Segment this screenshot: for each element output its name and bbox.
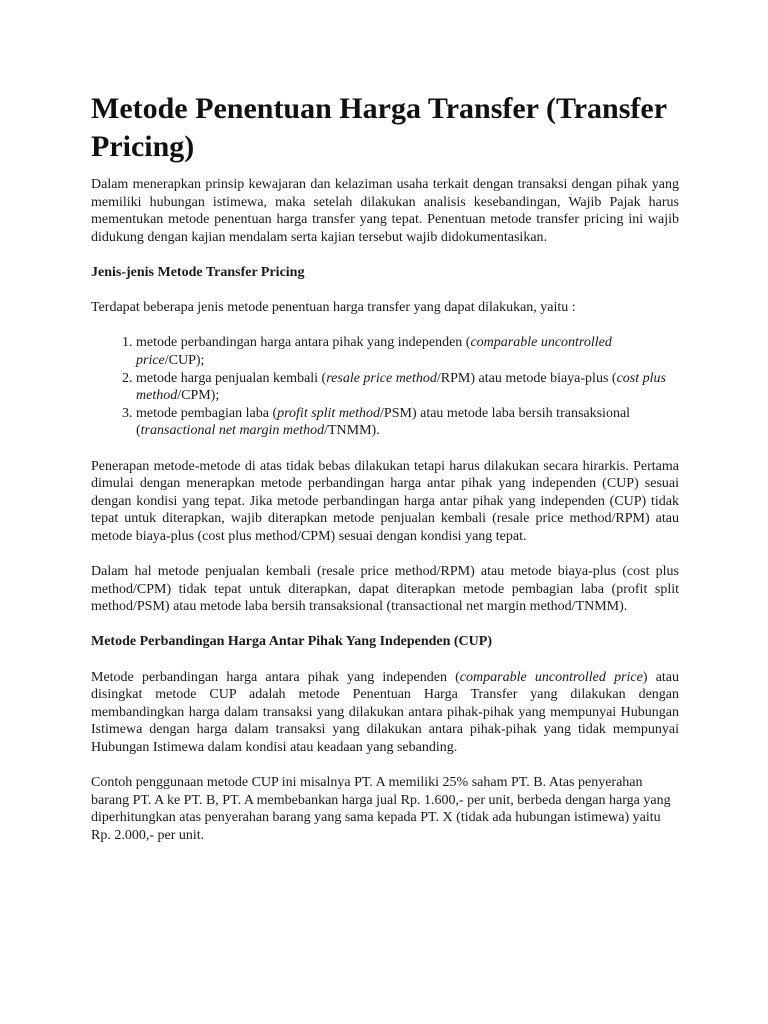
methods-list (91, 334, 679, 440)
list-item-text: /TNMM). (324, 423, 380, 439)
paragraph-text: Metode perbandingan harga antara pihak yang independen ( (91, 669, 460, 685)
list-item-text: metode harga penjualan kembali ( (136, 370, 327, 386)
list-item-term: transactional net margin method (140, 423, 325, 439)
paragraph-text: ) atau disingkat metode CUP adalah metode Penentuan Harga Transfer yang dilakukan dengan membandingkan harga dalam transaksi yang dilakukan antara pihak-pihak yang mempunyai Hubungan Istimewa dengan harga dalam transaksi yang dilakukan antara pihak-pihak yang tidak mempunyai Hubungan Istimewa dalam kondisi atau keadaan yang sebanding. (91, 669, 680, 755)
list-item-term: profit split method (277, 405, 381, 421)
fallback-paragraph: Dalam hal metode penjualan kembali (resale price method/RPM) atau metode biaya-plus (cost plus method/CPM) tidak tepat untuk diterapkan, dapat diterapkan metode pembagian laba (profit split method/PSM) atau metode laba bersih transaksional (transactional net margin method/TNMM). (91, 564, 679, 615)
intro-paragraph: Dalam menerapkan prinsip kewajaran dan kelaziman usaha terkait dengan transaksi dengan pihak yang memiliki hubungan istimewa, maka setelah dilakukan analisis kesebandingan, Wajib Pajak harus mementukan metode penentuan harga transfer yang tepat. Penentuan metode transfer pricing ini wajib didukung dengan kajian mendalam serta kajian tersebut wajib didokumentasikan. (91, 177, 679, 245)
section-heading-methods: Jenis-jenis Metode Transfer Pricing (91, 264, 305, 280)
paragraph-term: comparable uncontrolled price (459, 669, 643, 685)
hierarchy-paragraph: Penerapan metode-metode di atas tidak bebas dilakukan tetapi harus dilakukan secara hirarkis. Pertama dimulai dengan menerapkan metode perbandingan harga antar pihak yang independen (CUP) sesuai dengan kondisi yang tepat. Jika metode perbandingan harga antar pihak yang independen (CUP) tidak tepat untuk diterapkan, wajib diterapkan metode penjualan kembali (resale price method/RPM) atau metode biaya-plus (cost plus method/CPM) sesuai dengan kondisi yang tepat. (91, 458, 679, 544)
list-item (136, 405, 679, 440)
list-item (136, 370, 679, 405)
list-item-text: /CPM); (177, 388, 220, 404)
list-item-term: resale price method (326, 370, 437, 386)
document-body (91, 176, 679, 862)
list-item-text: /PSM) atau metode laba bersih transaksional ( (136, 405, 631, 439)
cup-example-paragraph: Contoh penggunaan metode CUP ini misalnya PT. A memiliki 25% saham PT. B. Atas penyerahan barang PT. A ke PT. B, PT. A membebankan harga jual Rp. 1.600,- per unit, berbeda dengan harga yang diperhitungkan atas penyerahan barang yang sama kepada PT. X (tidak ada hubungan istimewa) yaitu Rp. 2.000,- per unit. (91, 775, 671, 843)
page-title: Metode Penentuan Harga Transfer (Transfer Pricing) (91, 92, 667, 163)
list-item-term: cost plus method (136, 370, 666, 404)
list-item (136, 334, 679, 369)
cup-definition-paragraph (91, 669, 679, 757)
list-item-text: metode perbandingan harga antara pihak yang independen ( (136, 335, 471, 351)
methods-lead-paragraph: Terdapat beberapa jenis metode penentuan harga transfer yang dapat dilakukan, yaitu : (91, 300, 576, 316)
list-item-text: /CUP); (164, 352, 205, 368)
list-item-text: /RPM) atau metode biaya-plus ( (436, 370, 617, 386)
list-item-text: metode pembagian laba ( (136, 405, 278, 421)
list-item-term: comparable uncontrolled price (136, 335, 612, 368)
section-heading-cup: Metode Perbandingan Harga Antar Pihak Yang Independen (CUP) (91, 634, 492, 650)
